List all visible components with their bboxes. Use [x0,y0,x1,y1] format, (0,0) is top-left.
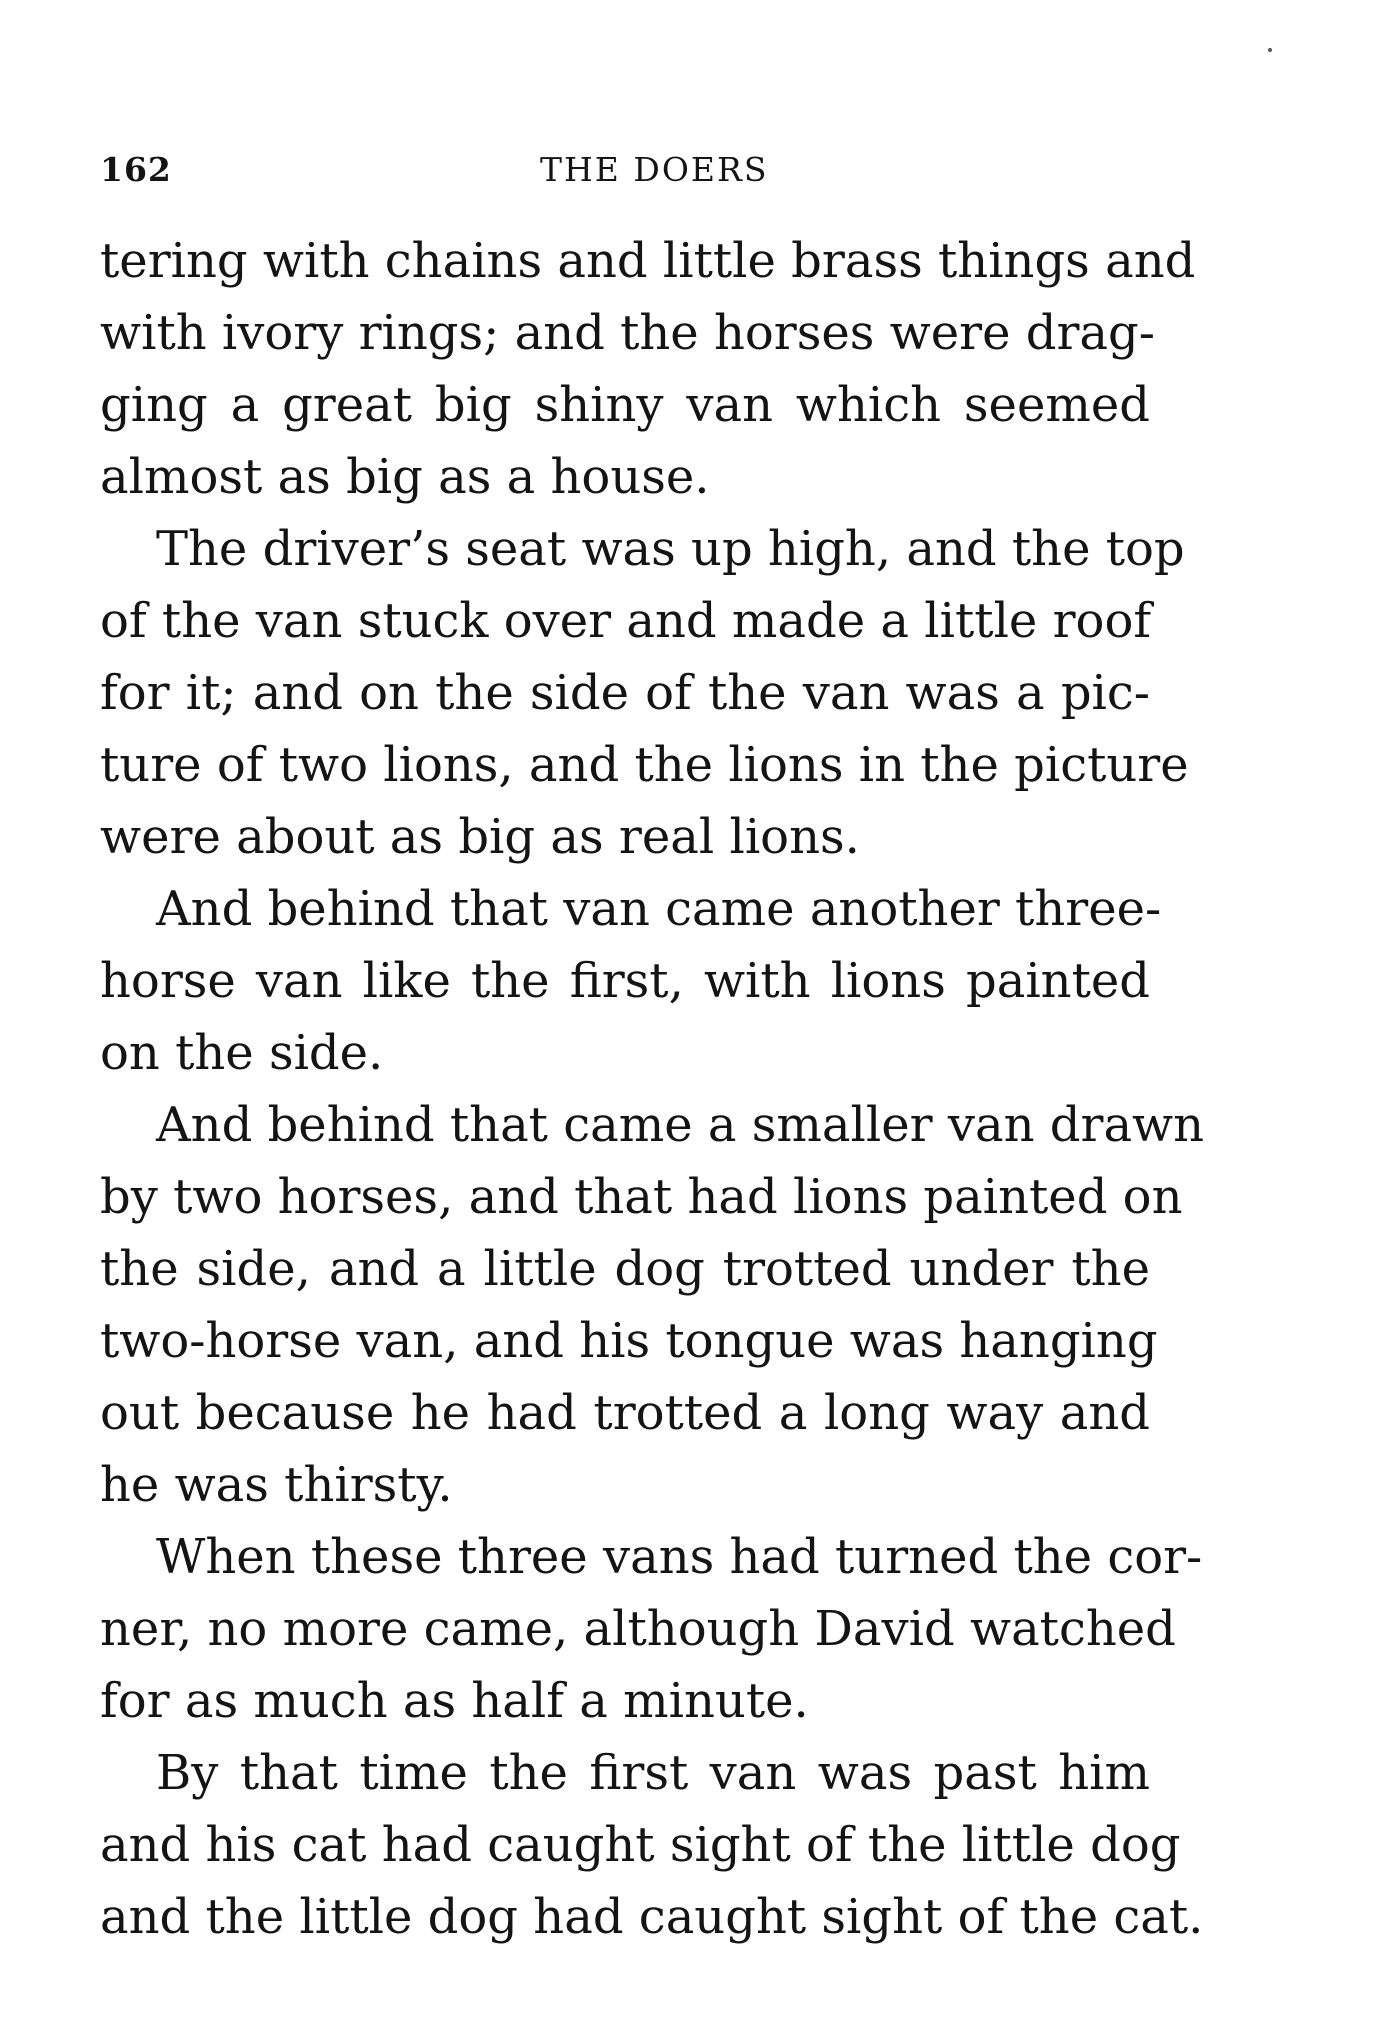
text-line: ner, no more came, although David watched [100,1601,1176,1657]
text-line: of the van stuck over and made a little roof [100,593,1152,649]
text-line: The driver’s seat was up high, and the top [156,521,1185,577]
text-line: When these three vans had turned the cor- [156,1529,1203,1585]
running-head [100,150,1150,200]
text-line: horse van like the first, with lions painted [100,953,1150,1009]
text-line: And behind that van came another three- [156,881,1162,937]
text-line: almost as big as a house. [100,449,710,505]
text-line: By that time the first van was past him [156,1745,1150,1801]
body-text [100,225,1205,1953]
page-number: 162 [100,150,172,189]
text-line: on the side. [100,1025,384,1081]
text-line: ture of two lions, and the lions in the picture [100,737,1189,793]
text-line: tering with chains and little brass things and [100,233,1196,289]
text-line: for it; and on the side of the van was a pic- [100,665,1150,721]
text-line: the side, and a little dog trotted under the [100,1241,1150,1297]
scan-speck [1268,48,1272,52]
text-line: ging a great big shiny van which seemed [100,377,1150,433]
text-line: and his cat had caught sight of the little dog [100,1817,1181,1873]
text-line: two-horse van, and his tongue was hanging [100,1313,1158,1369]
text-line: he was thirsty. [100,1457,453,1513]
text-line: out because he had trotted a long way and [100,1385,1150,1441]
book-title: THE DOERS [540,150,769,189]
text-line: with ivory rings; and the horses were drag- [100,305,1155,361]
text-line: And behind that came a smaller van drawn [156,1097,1205,1153]
text-line: by two horses, and that had lions painted on [100,1169,1183,1225]
text-line: for as much as half a minute. [100,1673,809,1729]
text-line: and the little dog had caught sight of the cat. [100,1889,1204,1945]
text-line: were about as big as real lions. [100,809,860,865]
